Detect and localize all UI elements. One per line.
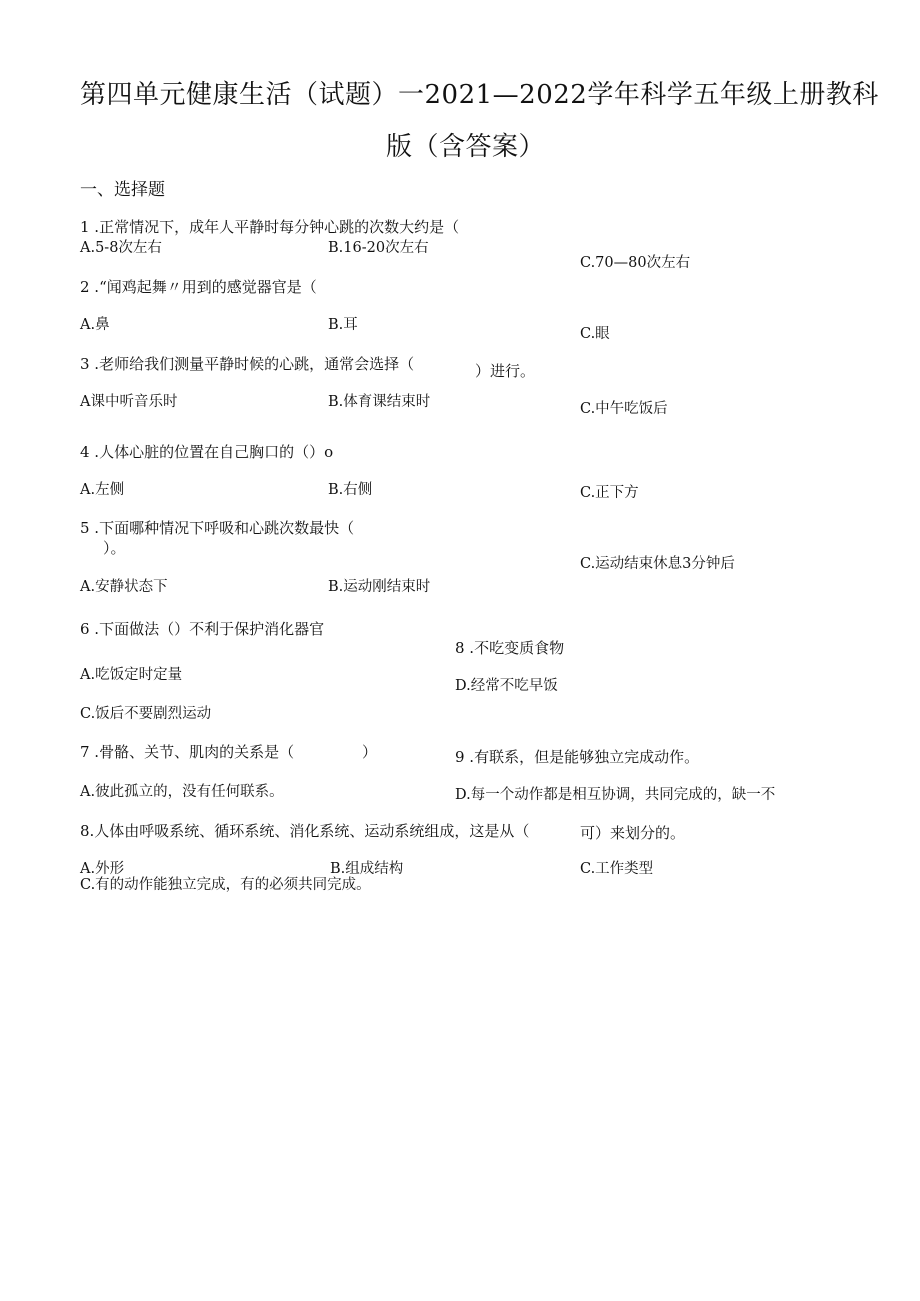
question-5-stem: 5 .下面哪种情况下呼吸和心跳次数最快（ [80,519,355,537]
q7-option-c: C.有的动作能独立完成，有的必须共同完成。 [80,877,371,893]
right-column-line-2: D.经常不吃早饭 [455,678,558,694]
question-5-stem-line2: ）。 [103,539,126,557]
question-3-stem: 3 .老师给我们测量平静时候的心跳，通常会选择（ [80,355,415,373]
doc-title-line1: 第四单元健康生活（试题）一2021—2022学年科学五年级上册教科 [80,80,879,110]
right-column-line-3: 9 .有联系，但是能够独立完成动作。 [455,748,700,766]
q5-option-c: C.运动结束休息3分钟后 [580,556,735,572]
doc-title-line2: 版（含答案） [386,132,546,162]
question-8-stem: 8.人体由呼吸系统、循环系统、消化系统、运动系统组成，这是从（ [80,822,530,840]
q1-option-c: C.70—80次左右 [580,255,691,271]
q8-option-a: A.外形 [80,861,125,877]
q3-option-b: B.体育课结束时 [328,394,431,410]
q4-option-c: C.正下方 [580,485,639,501]
q3-option-a: A课中听音乐时 [80,394,178,410]
question-2-stem: 2 .“闻鸡起舞〃用到的感觉器官是（ [80,278,317,296]
q2-option-b: B.耳 [328,317,358,333]
q7-option-a: A.彼此孤立的，没有任何联系。 [80,784,284,800]
question-7-stem: 7 .骨骼、关节、肌肉的关系是（ [80,743,295,761]
section-heading: 一、选择题 [80,180,165,200]
q1-option-a: A.5-8次左右 [80,240,162,256]
question-3-stem-tail: ）进行。 [475,362,536,380]
q3-option-c: C.中午吃饭后 [580,401,668,417]
question-1-stem: 1 .正常情况下，成年人平静时每分钟心跳的次数大约是（ [80,218,460,236]
question-6-stem: 6 .下面做法（）不利于保护消化器官 [80,620,325,638]
right-column-line-1: 8 .不吃变质食物 [455,639,565,657]
q5-option-a: A.安静状态下 [80,579,168,595]
q5-option-b: B.运动刚结束时 [328,579,431,595]
right-column-line-4: D.每一个动作都是相互协调，共同完成的，缺一不 [455,787,776,803]
q4-option-b: B.右侧 [328,482,373,498]
q4-option-a: A.左侧 [80,482,125,498]
q1-option-b: B.16-20次左右 [328,240,429,256]
q6-option-c: C.饭后不要剧烈运动 [80,706,212,722]
question-8-stem-tail: 可）来划分的。 [580,824,686,842]
q8-option-c: C.工作类型 [580,861,654,877]
q2-option-a: A.鼻 [80,317,110,333]
question-4-stem: 4 .人体心脏的位置在自己胸口的（）o [80,443,334,461]
q2-option-c: C.眼 [580,326,610,342]
q6-option-a: A.吃饭定时定量 [80,667,183,683]
question-7-stem-tail: ） [362,743,378,761]
q8-option-b: B.组成结构 [330,861,404,877]
